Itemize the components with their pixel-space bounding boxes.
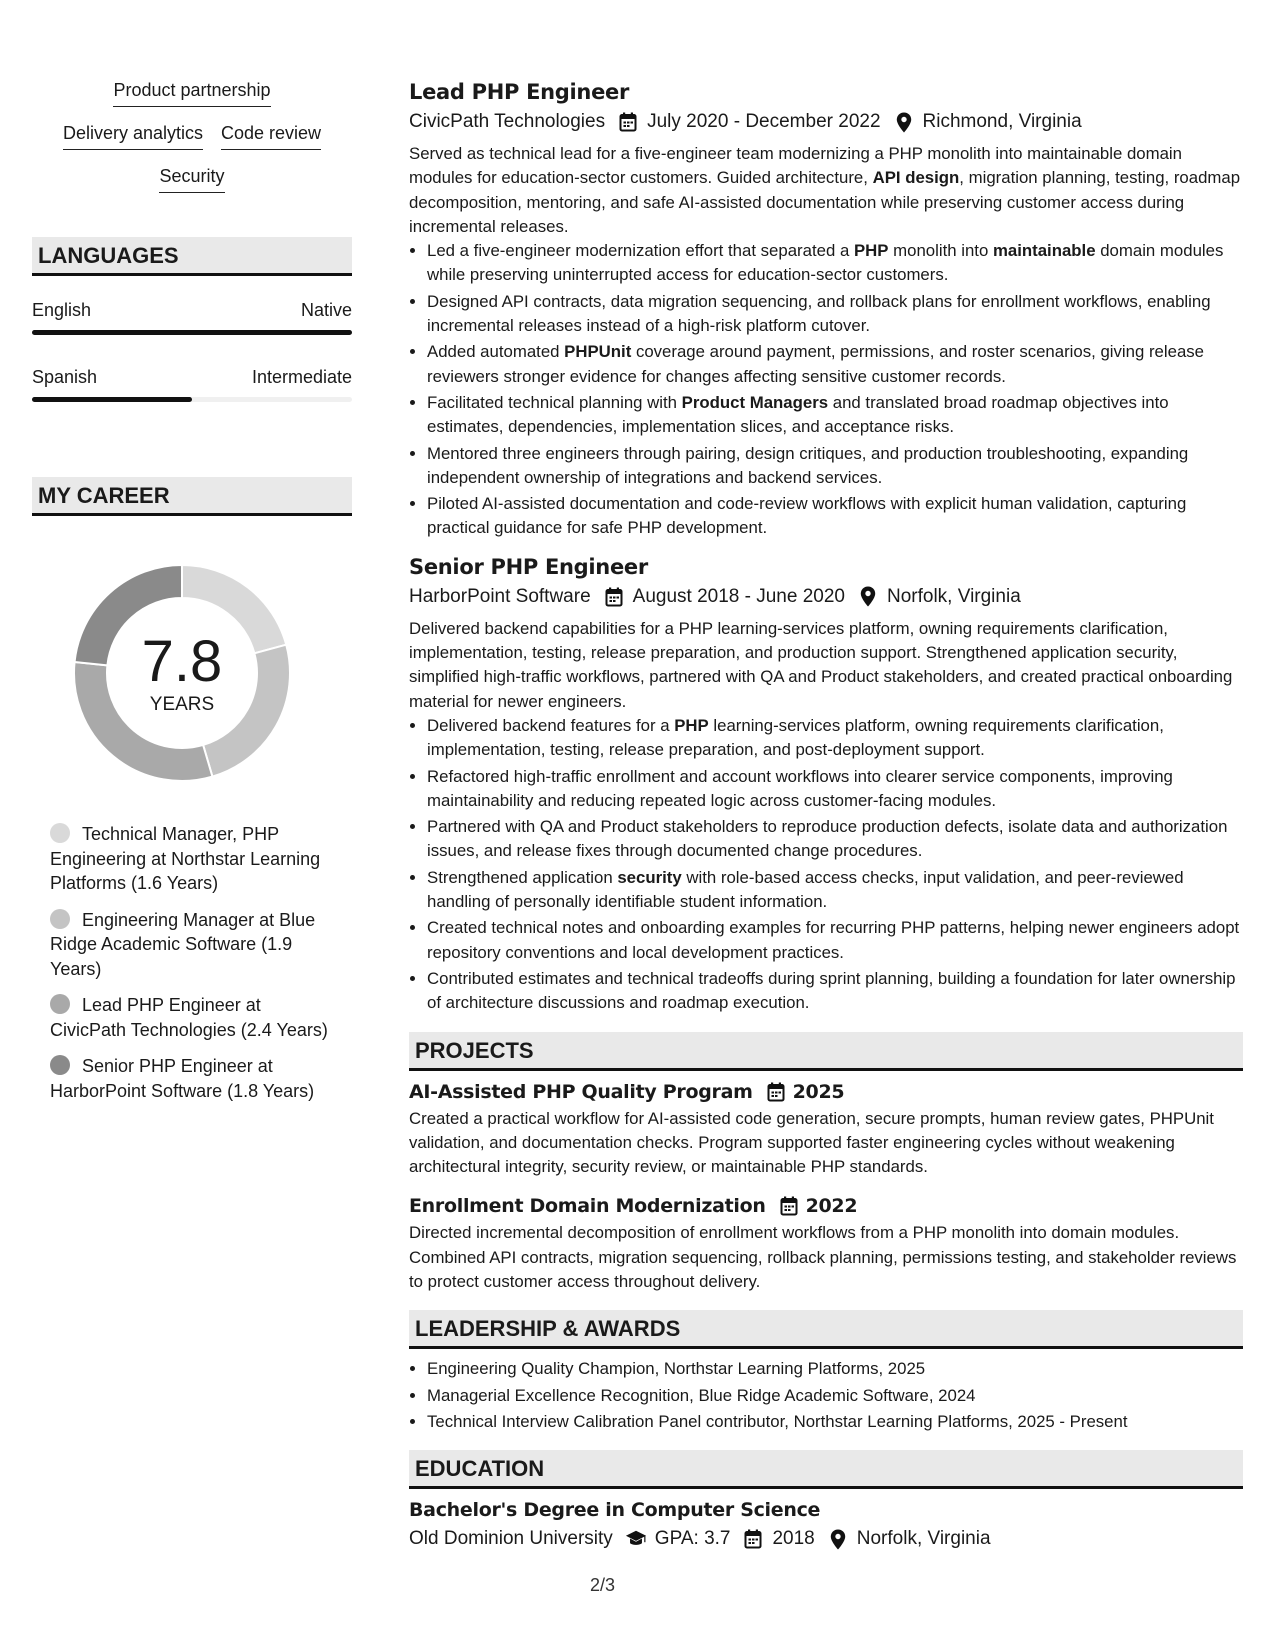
award-item: • Engineering Quality Champion, Northstar Learning Platforms, 2025	[427, 1357, 1243, 1381]
job-bullets	[409, 239, 1243, 541]
bold-keyword: PHPUnit	[564, 342, 632, 362]
language-english	[32, 298, 352, 335]
job-bullet: • Refactored high-traffic enrollment and account workflows into clearer service components, improving maintainability and reducing repeated logic across customer-facing modules.	[427, 765, 1243, 814]
job-bullet: • Contributed estimates and technical tradeoffs during sprint planning, building a foundation for later ownership of architecture discussions and roadmap execution.	[427, 967, 1243, 1016]
legend-item	[50, 1054, 340, 1103]
job-bullet: • Mentored three engineers through pairing, design critiques, and production troubleshooting, expanding independent ownership of integrations and backend services.	[427, 442, 1243, 491]
degree-title: Bachelor's Degree in Computer Science	[409, 1499, 821, 1522]
bold-keyword: maintainable	[992, 241, 1096, 261]
bold-keyword: API design	[872, 168, 960, 188]
languages-heading: LANGUAGES	[32, 237, 352, 276]
project-title: AI-Assisted PHP Quality Program	[409, 1080, 753, 1103]
page-number: 2/3	[590, 1575, 616, 1595]
language-level-fill	[32, 397, 192, 402]
job-title: Senior PHP Engineer	[409, 554, 648, 579]
map-pin-icon	[827, 1528, 849, 1550]
awards-list	[409, 1357, 1243, 1434]
job-bullet: • Strengthened application security with role-based access checks, input validation, and peer-reviewed handling of personally identifiable student information.	[427, 866, 1243, 915]
calendar-icon	[603, 586, 625, 608]
legend-item	[50, 993, 340, 1042]
job-bullet: • Led a five-engineer modernization effort that separated a PHP monolith into maintainable domain modules while preserving uninterrupted access for education-sector customers.	[427, 239, 1243, 288]
language-level-fill	[32, 330, 352, 335]
legend-label: Lead PHP Engineer at CivicPath Technologies (2.4 Years)	[50, 995, 328, 1040]
language-level-bar	[32, 330, 352, 335]
job-location: Norfolk, Virginia	[887, 585, 1021, 607]
school-name: Old Dominion University	[409, 1528, 613, 1550]
job-location: Richmond, Virginia	[922, 111, 1082, 132]
calendar-icon	[778, 1195, 800, 1217]
graduation-cap-icon	[625, 1528, 647, 1550]
language-level-bar	[32, 397, 352, 402]
skill-tag: Security	[159, 164, 224, 193]
legend-swatch	[50, 994, 70, 1014]
map-pin-icon	[857, 586, 879, 608]
legend-label: Senior PHP Engineer at HarborPoint Software (1.8 Years)	[50, 1056, 315, 1101]
language-level: Intermediate	[251, 367, 352, 387]
legend-item	[50, 822, 340, 896]
project-description: Directed incremental decomposition of enrollment workflows from a PHP monolith into domain modules. Combined API contracts, migration sequencing, rollback planning, permissions testing, and stakeholder reviews to protect customer access throughout delivery.	[409, 1223, 1237, 1291]
job-summary: Delivered backend capabilities for a PHP learning-services platform, owning requirements clarification, implementation, testing, release preparation, and production support. Strengthened application security, simplified high-traffic workflows, partnered with QA and Product stakeholders, and created practical onboarding material for newer engineers.	[409, 618, 1233, 711]
job-entry	[409, 78, 1243, 541]
bold-keyword: security	[617, 867, 682, 887]
gpa: GPA: 3.7	[654, 1528, 731, 1550]
map-pin-icon	[893, 111, 915, 133]
career-total-unit: YEARS	[149, 694, 215, 715]
company-name: CivicPath Technologies	[409, 111, 606, 132]
skill-tag: Code review	[221, 121, 321, 150]
award-item: • Technical Interview Calibration Panel contributor, Northstar Learning Platforms, 2025 - Present	[427, 1410, 1243, 1434]
education-entry	[409, 1497, 1243, 1553]
job-bullet: • Partnered with QA and Product stakeholders to reproduce production defects, isolate data and authorization issues, and release fixes through documented change procedures.	[427, 815, 1243, 864]
award-item: • Managerial Excellence Recognition, Blue Ridge Academic Software, 2024	[427, 1384, 1243, 1408]
career-legend	[32, 822, 340, 1103]
calendar-icon	[742, 1528, 764, 1550]
job-meta	[409, 108, 1243, 136]
skill-tag: Product partnership	[113, 78, 270, 107]
job-summary: Served as technical lead for a five-engineer team modernizing a PHP monolith into maintainable domain modules for education-sector customers. Guided architecture, API design, migration planning, testing, roadmap decomposition, mentoring, and safe AI-assisted documentation while preserving customer access during incremental releases.	[409, 144, 1241, 236]
career-total-years: 7.8	[141, 629, 223, 694]
legend-swatch	[50, 823, 70, 843]
project-title: Enrollment Domain Modernization	[409, 1195, 766, 1218]
project-year: 2025	[792, 1080, 845, 1103]
bold-keyword: Product Managers	[681, 392, 829, 412]
awards-heading: LEADERSHIP & AWARDS	[409, 1310, 1243, 1349]
legend-label: Technical Manager, PHP Engineering at Northstar Learning Platforms (1.6 Years)	[50, 824, 321, 893]
project-entry	[409, 1079, 1243, 1180]
company-name: HarborPoint Software	[409, 585, 591, 607]
language-name: English	[32, 300, 92, 320]
projects-heading: PROJECTS	[409, 1032, 1243, 1071]
job-dates: August 2018 - June 2020	[632, 585, 845, 607]
calendar-icon	[617, 111, 639, 133]
job-title: Lead PHP Engineer	[409, 80, 630, 104]
legend-item	[50, 908, 340, 982]
job-bullet: • Facilitated technical planning with Product Managers and translated broad roadmap objectives into estimates, dependencies, implementation slices, and acceptance risks.	[427, 391, 1243, 440]
job-bullet: • Created technical notes and onboarding examples for recurring PHP patterns, helping newer engineers adopt repository conventions and local development practices.	[427, 916, 1243, 965]
career-heading: MY CAREER	[32, 477, 352, 516]
skill-tags	[32, 78, 352, 193]
project-entry	[409, 1193, 1243, 1294]
legend-label: Engineering Manager at Blue Ridge Academic Software (1.9 Years)	[50, 909, 316, 979]
job-bullet: • Added automated PHPUnit coverage around payment, permissions, and roster scenarios, giving release reviewers stronger evidence for changes affecting sensitive customer records.	[427, 340, 1243, 389]
language-level: Native	[300, 300, 352, 320]
job-bullet: • Designed API contracts, data migration sequencing, and rollback plans for enrollment workflows, enabling incremental releases instead of a high-risk platform cutover.	[427, 290, 1243, 339]
job-dates: July 2020 - December 2022	[647, 111, 881, 132]
project-year: 2022	[805, 1195, 858, 1218]
calendar-icon	[765, 1081, 787, 1103]
job-meta	[409, 583, 1243, 611]
bold-keyword: PHP	[853, 241, 889, 261]
legend-swatch	[50, 909, 70, 929]
right-column	[409, 78, 1243, 1553]
education-heading: EDUCATION	[409, 1450, 1243, 1489]
left-column	[32, 78, 352, 1115]
project-description: Created a practical workflow for AI-assisted code generation, secure prompts, human review gates, PHPUnit validation, and documentation checks. Program supported faster engineering cycles without weakening architectural integrity, security review, or maintainable PHP standards.	[409, 1108, 1214, 1177]
skill-tag: Delivery analytics	[63, 121, 203, 150]
graduation-year: 2018	[772, 1528, 815, 1550]
job-bullet: • Piloted AI-assisted documentation and code-review workflows with explicit human validation, capturing practical guidance for safe PHP development.	[427, 492, 1243, 541]
language-spanish	[32, 365, 352, 402]
education-location: Norfolk, Virginia	[856, 1528, 991, 1550]
job-bullet: • Delivered backend features for a PHP learning-services platform, owning requirements clarification, implementation, testing, release preparation, and post-deployment support.	[427, 714, 1243, 763]
legend-swatch	[50, 1055, 70, 1075]
education-meta	[409, 1525, 1243, 1553]
language-name: Spanish	[32, 367, 98, 387]
career-donut-chart	[67, 558, 297, 788]
bold-keyword: PHP	[674, 715, 709, 735]
job-bullets	[409, 714, 1243, 1016]
job-entry	[409, 553, 1243, 1016]
